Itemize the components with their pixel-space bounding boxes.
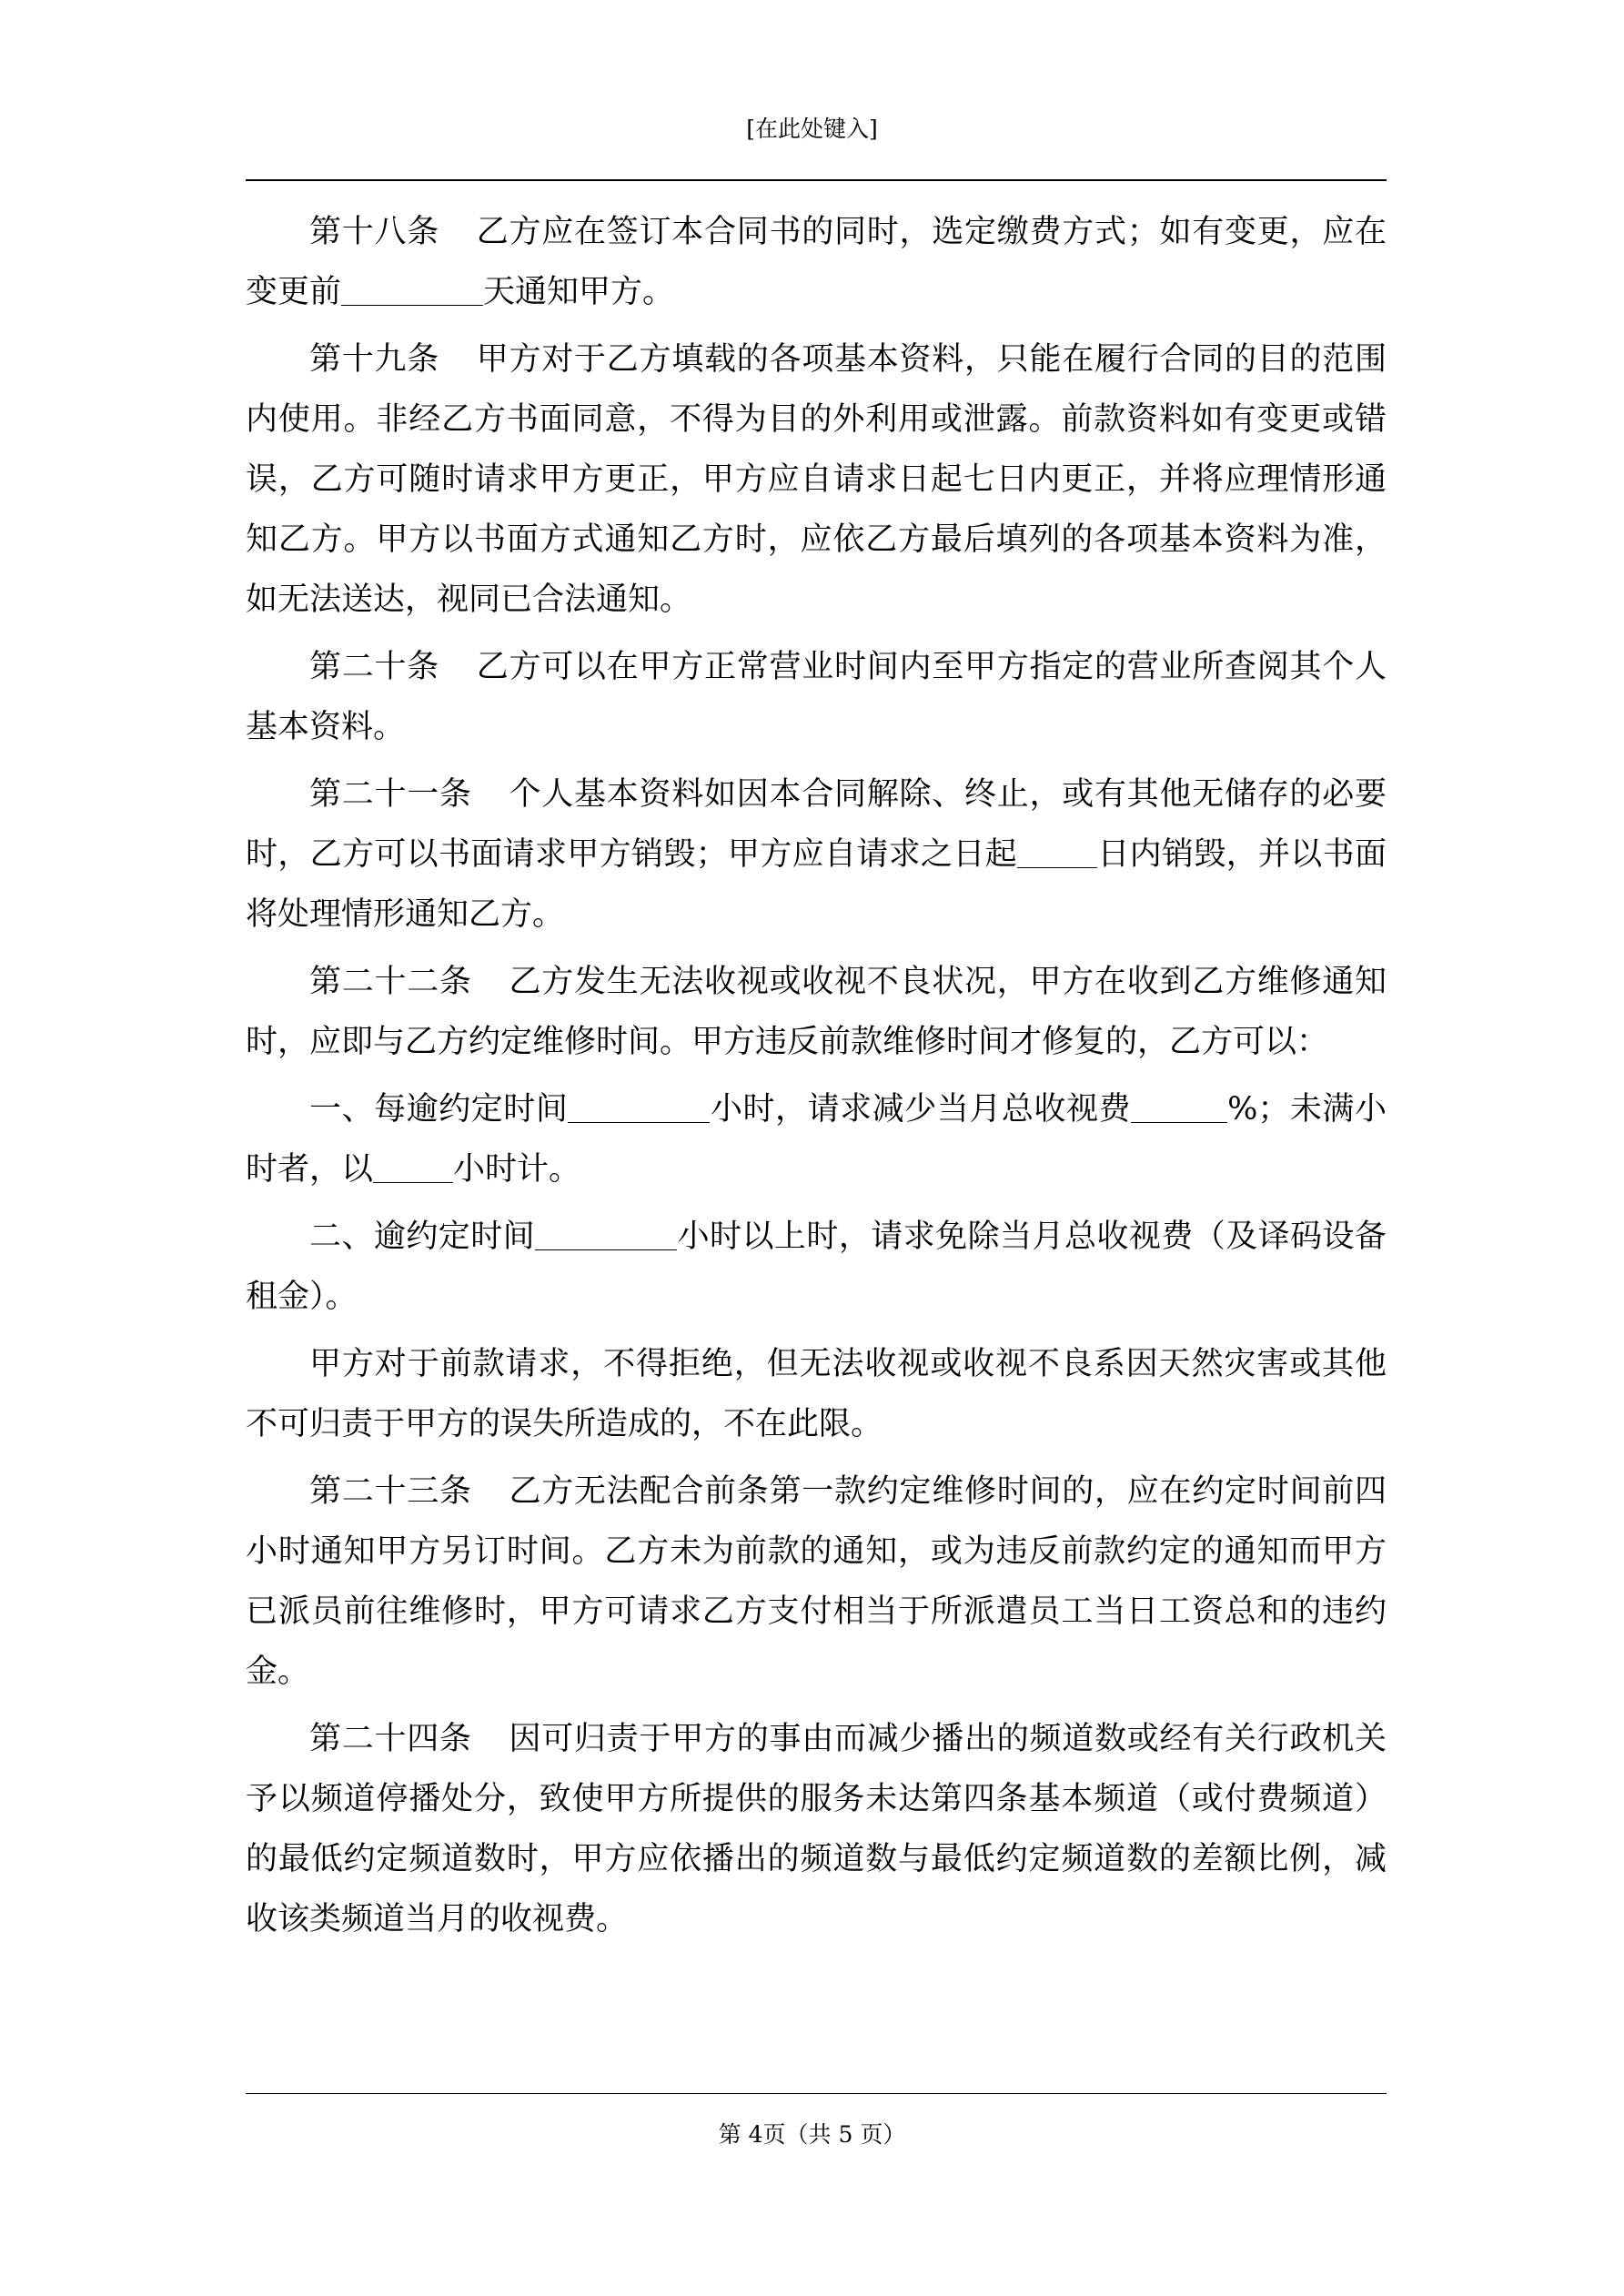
article-24 (246, 1709, 1387, 1949)
article-text: 日内销毁，并以书面将处理情形通知乙方。 (246, 836, 1387, 933)
fill-in-blank[interactable] (1017, 838, 1097, 868)
article-text: 乙方可以在甲方正常营业时间内至甲方指定的营业所查阅其个人基本资料。 (246, 649, 1387, 745)
fill-in-blank[interactable] (341, 276, 483, 306)
item-text: 小时以上时，请求免除当月总收视费（及译码设备租金）。 (246, 1219, 1387, 1315)
article-22-note (246, 1334, 1387, 1454)
fill-in-blank[interactable] (1131, 1093, 1227, 1123)
article-number: 第二十三条 (309, 1473, 472, 1510)
item-text: 小时计。 (453, 1151, 581, 1188)
document-body (246, 202, 1387, 1949)
article-text: 因可归责于甲方的事由而减少播出的频道数或经有关行政机关予以频道停播处分，致使甲方所提供的服务未达第四条基本频道（或付费频道）的最低约定频道数时，甲方应依播出的频道数与最低约定频道数的差额比例，减收该类频道当月的收视费。 (246, 1721, 1387, 1937)
page-header: [在此处键入] (746, 116, 878, 142)
article-18 (246, 202, 1387, 322)
fill-in-blank[interactable] (535, 1220, 677, 1250)
item-text: 二、逾约定时间 (309, 1219, 536, 1255)
item-text: %；未满小时者，以 (246, 1091, 1387, 1188)
page-footer: 第 4页（共 5 页） (718, 2121, 906, 2148)
article-text: 乙方应在签订本合同书的同时，选定缴费方式；如有变更，应在变更前 (246, 214, 1387, 310)
article-number: 第二十二条 (309, 964, 472, 1000)
article-text: 乙方发生无法收视或收视不良状况，甲方在收到乙方维修通知时，应即与乙方约定维修时间。甲方违反前款维修时间才修复的，乙方可以： (246, 964, 1387, 1060)
article-23 (246, 1462, 1387, 1702)
article-22-item-1 (246, 1079, 1387, 1199)
footer-rule (246, 2093, 1387, 2094)
article-text: 个人基本资料如因本合同解除、终止，或有其他无储存的必要时，乙方可以书面请求甲方销毁；甲方应自请求之日起 (246, 776, 1387, 873)
fill-in-blank[interactable] (373, 1153, 453, 1183)
article-19 (246, 329, 1387, 630)
article-22 (246, 952, 1387, 1072)
header-rule (246, 179, 1387, 181)
article-20 (246, 637, 1387, 757)
article-number: 第十九条 (309, 341, 439, 378)
fill-in-blank[interactable] (568, 1093, 710, 1123)
article-number: 第二十条 (309, 649, 439, 685)
paragraph-text: 甲方对于前款请求，不得拒绝，但无法收视或收视不良系因天然灾害或其他不可归责于甲方的误失所造成的，不在此限。 (246, 1346, 1387, 1442)
article-number: 第十八条 (309, 214, 439, 250)
article-number: 第二十四条 (309, 1721, 472, 1757)
article-text: 乙方无法配合前条第一款约定维修时间的，应在约定时间前四小时通知甲方另订时间。乙方未为前款的通知，或为违反前款约定的通知而甲方已派员前往维修时，甲方可请求乙方支付相当于所派遣员工当日工资总和的违约金。 (246, 1473, 1387, 1690)
article-text: 天通知甲方。 (483, 274, 675, 310)
article-22-item-2 (246, 1207, 1387, 1327)
article-21 (246, 764, 1387, 945)
item-text: 一、每逾约定时间 (309, 1091, 569, 1128)
article-text: 甲方对于乙方填载的各项基本资料，只能在履行合同的目的范围内使用。非经乙方书面同意，不得为目的外利用或泄露。前款资料如有变更或错误，乙方可随时请求甲方更正，甲方应自请求日起七日内更正，并将应理情形通知乙方。甲方以书面方式通知乙方时，应依乙方最后填列的各项基本资料为准，如无法送达，视同已合法通知。 (246, 341, 1387, 618)
article-number: 第二十一条 (309, 776, 472, 813)
item-text: 小时，请求减少当月总收视费 (710, 1091, 1132, 1128)
